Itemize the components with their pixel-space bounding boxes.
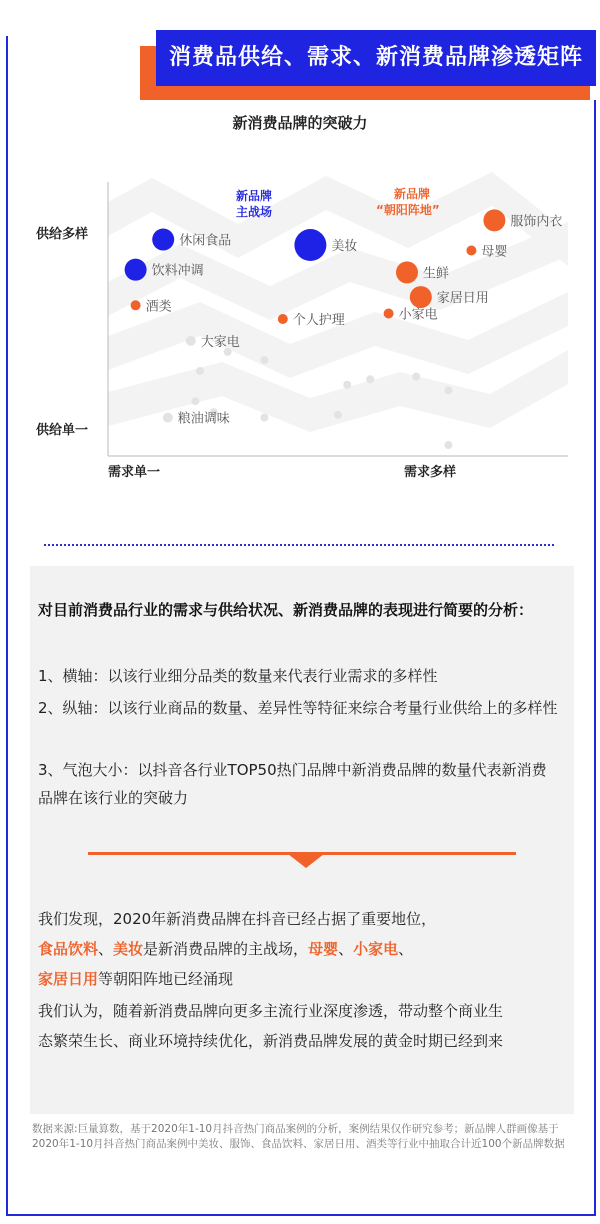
minor-point — [260, 414, 268, 422]
minor-point — [366, 375, 374, 383]
annotation-main-battlefield-line1: 新品牌 — [236, 189, 273, 203]
bubble-个人护理 — [278, 314, 288, 324]
page-title: 消费品供给、需求、新消费品牌渗透矩阵 — [156, 30, 596, 86]
bubble-label: 服饰内衣 — [510, 214, 563, 230]
bubble-家居日用 — [410, 286, 432, 308]
minor-point — [444, 386, 452, 394]
annotation-main-battlefield-line2: 主战场 — [236, 205, 273, 219]
bubble-chart — [0, 0, 600, 500]
finding-line-3: 家居日用等朝阳阵地已经涌现 — [38, 970, 234, 988]
bubble-label: 母婴 — [481, 244, 508, 260]
y-label-high: 供给多样 — [36, 227, 89, 242]
bubble-生鲜 — [396, 261, 418, 283]
bubble-小家电 — [384, 309, 394, 319]
minor-point — [412, 373, 420, 381]
highlight-beauty: 美妆 — [113, 940, 144, 958]
bubble-label: 个人护理 — [292, 313, 345, 328]
bubble-label: 饮料冲调 — [151, 263, 204, 279]
section-divider — [44, 544, 554, 546]
orange-divider-arrow — [288, 854, 324, 868]
bubble-母婴 — [466, 246, 476, 256]
bubble-label: 美妆 — [331, 239, 358, 255]
bubble-label: 大家电 — [200, 334, 240, 350]
highlight-maternal: 母婴 — [308, 940, 339, 958]
chart-title: 新消费品牌的突破力 — [232, 114, 368, 132]
chart-band — [108, 292, 568, 378]
bubble-大家电 — [186, 336, 196, 346]
bubble-粮油调味 — [163, 413, 173, 423]
bubble-酒类 — [131, 300, 141, 310]
minor-point — [196, 367, 204, 375]
bubble-饮料冲调 — [125, 259, 147, 281]
x-label-low: 需求单一 — [108, 465, 161, 480]
annotation-rising-front-line1: 新品牌 — [394, 187, 431, 201]
finding-paragraph-2: 我们认为，随着新消费品牌向更多主流行业深度渗透，带动整个商业生态繁荣生长、商业环境持续优化，新消费品牌发展的黄金时期已经到来 — [38, 1002, 504, 1050]
analysis-item-1: 1、横轴：以该行业细分品类的数量来代表行业需求的多样性 — [38, 667, 438, 685]
bubble-美妆 — [294, 229, 326, 261]
y-label-low: 供给单一 — [36, 423, 89, 438]
bubble-label: 粮油调味 — [177, 411, 230, 427]
minor-point — [343, 381, 351, 389]
minor-point — [334, 411, 342, 419]
minor-point — [260, 356, 268, 364]
minor-point — [444, 441, 452, 449]
bubble-服饰内衣 — [483, 209, 505, 231]
x-label-high: 需求多样 — [404, 465, 457, 480]
analysis-heading: 对目前消费品行业的需求与供给状况、新消费品牌的表现进行简要的分析： — [38, 601, 534, 619]
finding-line-1: 我们发现，2020年新消费品牌在抖音已经占据了重要地位， — [38, 910, 437, 928]
finding-line-2: 食品饮料、美妆是新消费品牌的主战场，母婴、小家电、 — [38, 940, 414, 958]
highlight-small-appliance: 小家电 — [353, 940, 399, 958]
bubble-label: 酒类 — [145, 299, 172, 315]
bubble-label: 生鲜 — [423, 266, 450, 282]
frame-bottom-border — [6, 1214, 596, 1216]
analysis-item-3: 3、气泡大小：以抖音各行业TOP50热门品牌中新消费品牌的数量代表新消费品牌在该行业的突破力 — [38, 761, 547, 807]
bubble-label: 休闲食品 — [179, 233, 232, 249]
bubble-label: 家居日用 — [436, 291, 489, 307]
highlight-food-beverage: 食品饮料 — [38, 940, 99, 958]
minor-point — [191, 397, 199, 405]
highlight-home-goods: 家居日用 — [38, 970, 99, 988]
annotation-rising-front-line2: “朝阳阵地” — [376, 203, 440, 217]
bubble-休闲食品 — [152, 229, 174, 251]
bubble-label: 小家电 — [398, 307, 438, 323]
analysis-item-2: 2、纵轴：以该行业商品的数量、差异性等特征来综合考量行业供给上的多样性 — [38, 699, 558, 717]
data-source-note: 数据来源:巨量算数，基于2020年1-10月抖音热门商品案例的分析，案例结果仅作研究参考；新品牌人群画像基于2020年1-10月抖音热门商品案例中美妆、服饰、食品饮料、家居日用、酒类等行业中抽取合计近100个新品牌数据 — [32, 1123, 565, 1150]
